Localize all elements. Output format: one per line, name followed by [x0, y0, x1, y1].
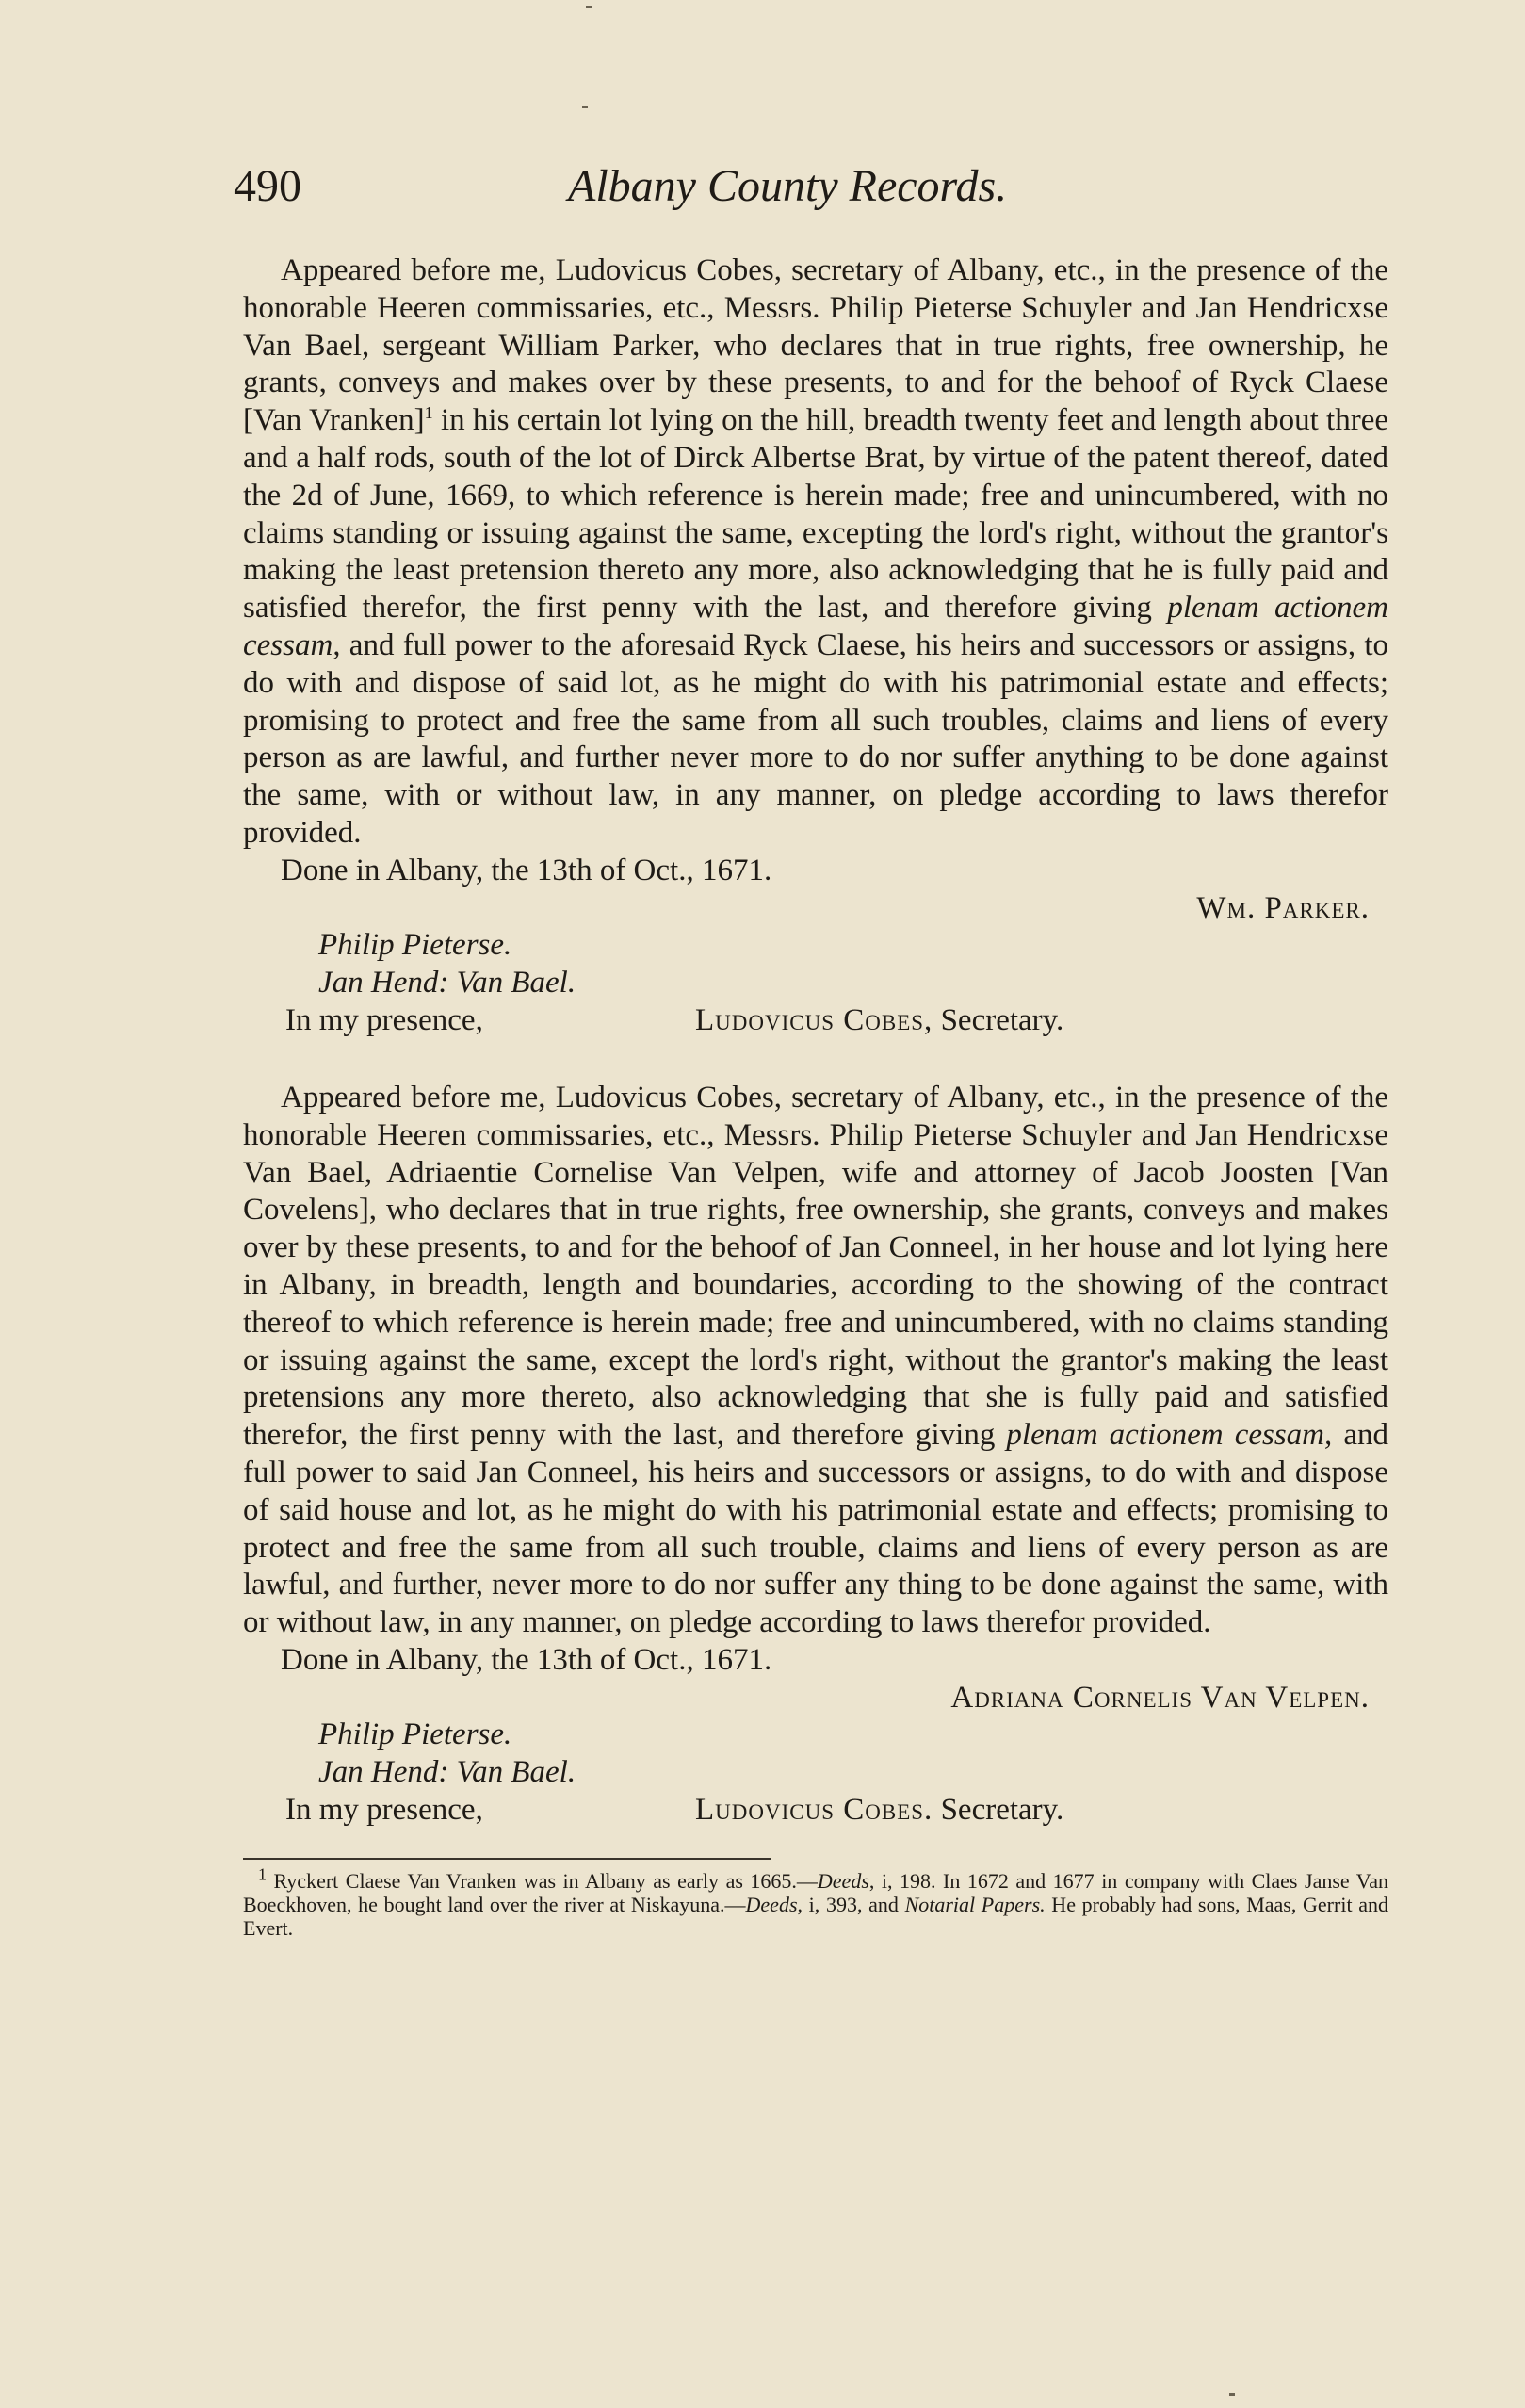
record-1-done-line: Done in Albany, the 13th of Oct., 1671.: [281, 853, 772, 887]
record-2-witness-2: Jan Hend: Van Bael.: [318, 1755, 576, 1790]
record-2-presence-line: [243, 1792, 1388, 1831]
running-title: Albany County Records.: [568, 161, 1008, 211]
presence-label: In my presence,: [285, 1002, 483, 1037]
presence-label: In my presence,: [285, 1793, 483, 1828]
record-1-presence-line: [243, 1002, 1388, 1042]
record-1-signatory: Wm. Parker.: [1196, 890, 1370, 925]
footnote-marker: 1: [258, 1864, 267, 1884]
record-2-signatory: Adriana Cornelis Van Velpen.: [950, 1680, 1370, 1715]
record-2-witness-1: Philip Pieterse.: [318, 1717, 512, 1752]
latin-phrase: plenam actionem cessam,: [243, 591, 1389, 662]
record-1-witness-2: Jan Hend: Van Bael.: [318, 966, 576, 1001]
secretary-signature: Ludovicus Cobes. Secretary.: [695, 1793, 1064, 1828]
footnote-ref: 1: [424, 403, 433, 423]
record-2-done-line: Done in Albany, the 13th of Oct., 1671.: [281, 1642, 772, 1677]
record-1-paragraph: Appeared before me, Ludovicus Cobes, secretary of Albany, etc., in the presence of the honorable Heeren commissaries, etc., Messrs. Philip Pieterse Schuyler and Jan Hendricxse Van Bael, sergeant William Parker, who declares that in true rights, free ownership, he grants, conveys and makes over by these presents, to and for the behoof of Ryck Claese [Van Vranken]$^1$ in his certain lot lying on the hill, breadth twenty feet and length about three and a half rods, south of the lot of Dirck Albertse Brat, by virtue of the patent thereof, dated the 2d of June, 1669, to which reference is herein made; free and unincumbered, with no claims standing or issuing against the same, excepting the lord's right, without the grantor's making the least pretension thereto any more, also acknowledging that he is fully paid and satisfied therefor, the first penny with the last, and therefore giving plenam actionem cessam, and full power to the aforesaid Ryck Claese, his heirs and successors or assigns, to do with and dispose of said lot, as he might do with his patrimonial estate and effects; promising to protect and free the same from all such troubles, claims and liens of every person as are lawful, and further never more to do nor suffer anything to be done against the same, with or without law, in any manner, on pledge according to laws therefor provided.: [243, 253, 1389, 850]
record-1-witness-1: Philip Pieterse.: [318, 928, 512, 963]
page-number: 490: [234, 161, 301, 211]
secretary-signature: Ludovicus Cobes, Secretary.: [695, 1002, 1064, 1037]
record-2-paragraph: Appeared before me, Ludovicus Cobes, secretary of Albany, etc., in the presence of the honorable Heeren commissaries, etc., Messrs. Philip Pieterse Schuyler and Jan Hendricxse Van Bael, Adriaentie Cornelise Van Velpen, wife and attorney of Jacob Joosten [Van Covelens], who declares that in true rights, free ownership, she grants, conveys and makes over by these presents, to and for the behoof of Jan Conneel, in her house and lot lying here in Albany, in breadth, length and boundaries, according to the showing of the contract thereof to which reference is herein made; free and unincumbered, with no claims standing or issuing against the same, except the lord's right, without the grantor's making the least pretensions any more thereto, also acknowledging that she is fully paid and satisfied therefor, the first penny with the last, and therefore giving plenam actionem cessam, and full power to said Jan Conneel, his heirs and successors or assigns, to do with and dispose of said house and lot, as he might do with his patrimonial estate and effects; promising to protect and free the same from all such trouble, claims and liens of every person as are lawful, and further, never more to do nor suffer any thing to be done against the same, with or without law, in any manner, on pledge according to laws therefor provided.: [243, 1080, 1388, 1640]
print-speck: [586, 6, 592, 8]
print-speck: [1229, 2393, 1235, 2396]
page-header: [234, 160, 1345, 226]
page-body: [243, 252, 1388, 1940]
latin-phrase: plenam actionem cessam,: [1006, 1418, 1333, 1453]
footnote: $^1$ Ryckert Claese Van Vranken was in Albany as early as 1665.—Deeds, i, 198. In 1672 and 1677 in company with Claes Janse Van Boeckhoven, he bought land over the river at Niskayuna.—Deeds, i, 393, and Notarial Papers. He probably had sons, Maas, Gerrit and Evert.: [243, 1864, 1388, 1941]
print-speck: [582, 106, 588, 108]
footnote-rule: [243, 1858, 771, 1860]
